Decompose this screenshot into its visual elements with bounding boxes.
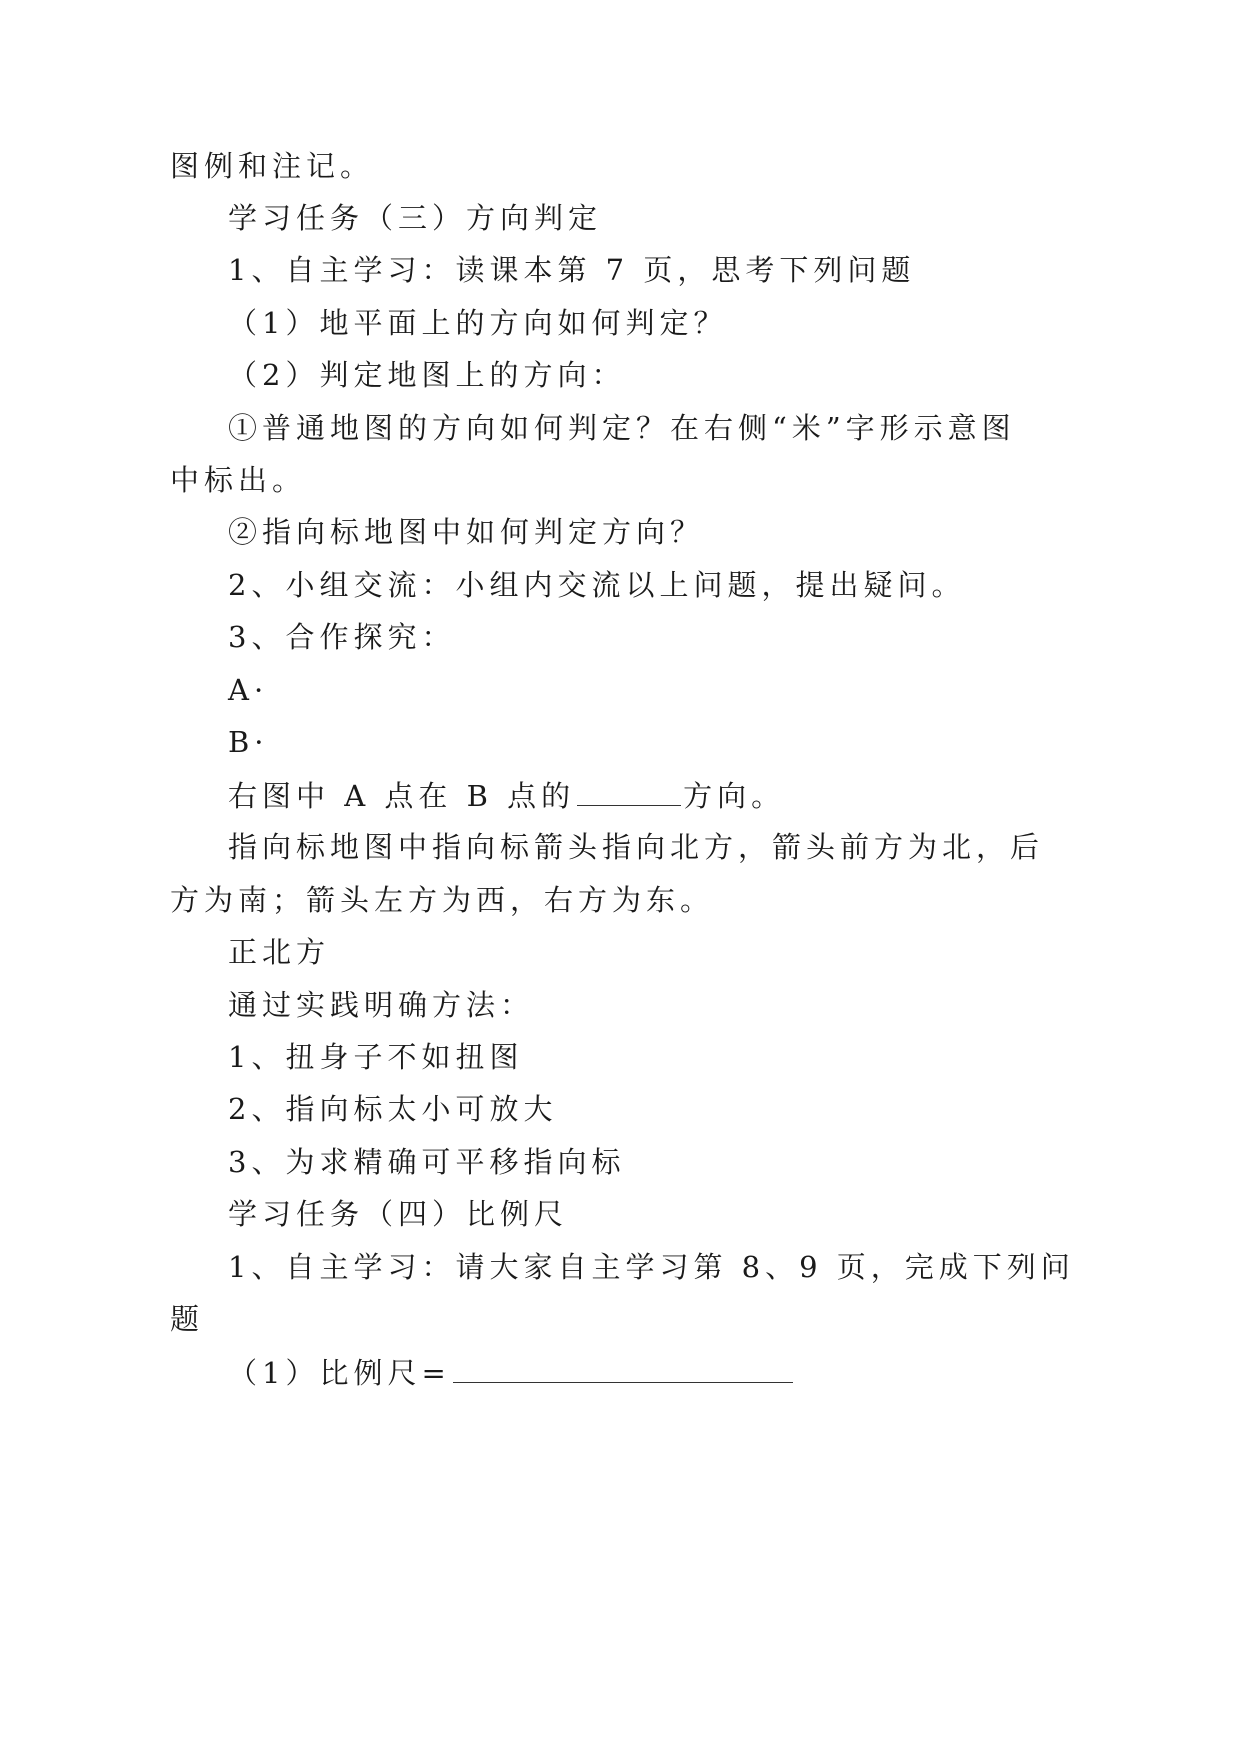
text-line-compass-rule-1: 指向标地图中指向标箭头指向北方，箭头前方为北，后	[228, 830, 1045, 864]
text-line-self-study: 1、自主学习：读课本第 7 页，思考下列问题	[228, 253, 916, 287]
text-line-self-study-scale-2: 题	[170, 1302, 205, 1336]
section-heading-task-three: 学习任务（三）方向判定	[228, 201, 603, 235]
scale-answer-blank[interactable]	[453, 1352, 793, 1383]
text-line-group-discussion: 2、小组交流：小组内交流以上问题，提出疑问。	[228, 568, 966, 602]
direction-answer-blank[interactable]	[577, 775, 681, 806]
question-ground-direction: （1）地平面上的方向如何判定？	[228, 306, 728, 340]
text-line-cooperative-inquiry: 3、合作探究：	[228, 620, 456, 654]
question-map-direction: （2）判定地图上的方向：	[228, 358, 626, 392]
scale-fill-blank	[228, 1352, 795, 1393]
text-line-self-study-scale-1: 1、自主学习：请大家自主学习第 8、9 页，完成下列问	[228, 1250, 1075, 1284]
text-line-compass-rule-2: 方为南；箭头左方为西，右方为东。	[170, 883, 715, 917]
method-item-3: 3、为求精确可平移指向标	[228, 1145, 626, 1179]
text-line-true-north: 正北方	[228, 935, 331, 969]
point-a-label: A·	[228, 673, 269, 707]
method-item-2: 2、指向标太小可放大	[228, 1092, 558, 1126]
direction-blank-suffix: 方向。	[683, 779, 786, 813]
method-item-1: 1、扭身子不如扭图	[228, 1040, 524, 1074]
section-heading-task-four: 学习任务（四）比例尺	[228, 1197, 569, 1231]
text-line-normal-map-2: 中标出。	[170, 463, 307, 497]
direction-blank-prefix: 右图中 A 点在 B 点的	[228, 779, 576, 813]
text-line-legend-note: 图例和注记。	[170, 149, 375, 183]
text-line-normal-map-1: ①普通地图的方向如何判定？在右侧“米”字形示意图	[228, 411, 1016, 445]
point-b-label: B·	[228, 725, 269, 759]
text-line-practice-method: 通过实践明确方法：	[228, 988, 535, 1022]
text-line-compass-map: ②指向标地图中如何判定方向？	[228, 515, 705, 549]
scale-blank-prefix: （1）比例尺=	[228, 1356, 451, 1390]
direction-fill-blank	[228, 775, 785, 816]
